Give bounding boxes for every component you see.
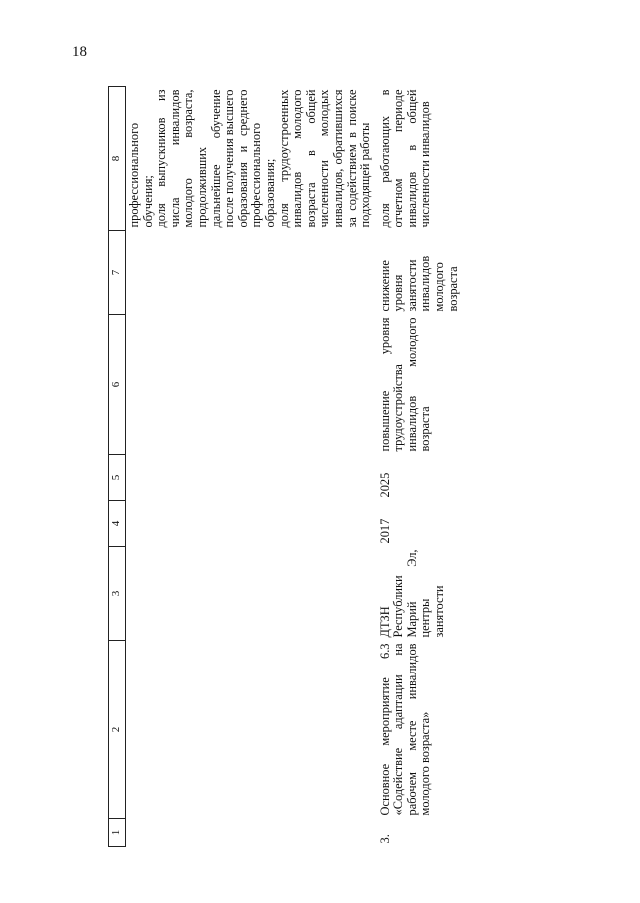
- executor-cell: ДТЗН Республики Марий Эл, центры занятости: [377, 549, 447, 638]
- page-number: 18: [72, 44, 87, 60]
- header-col-5: 5: [109, 455, 126, 501]
- start-year-cell: 2017: [377, 518, 392, 544]
- header-col-4: 4: [109, 501, 126, 547]
- consequences-cell: снижение уровня занятости инвалидов молодого возраста: [377, 255, 460, 312]
- indicator-cell: доля работающих в отчетном периоде инвалидов в общей численности инвалидов: [377, 89, 433, 228]
- program-table: [108, 86, 464, 847]
- continued-indicators-cell: [126, 87, 377, 231]
- indicator-text: профессионального обучения;: [127, 122, 155, 228]
- header-col-1: 1: [109, 819, 126, 847]
- header-col-7: 7: [109, 231, 126, 315]
- end-year-cell: 2025: [377, 472, 392, 498]
- indicator-text: доля выпускников из числа инвалидов молодого возраста, продолживших дальнейшее обучение после получения высшего образования и среднего профессионального образования;: [154, 89, 277, 228]
- header-col-8: 8: [109, 87, 126, 231]
- header-col-2: 2: [109, 641, 126, 819]
- header-col-3: 3: [109, 547, 126, 641]
- expected-result-cell: повышение уровня трудоустройства инвалидов молодого возраста: [377, 317, 433, 452]
- activity-cell: Основное мероприятие 6.3 «Содействие адаптации на рабочем месте инвалидов молодого возраста»: [377, 643, 433, 816]
- continued-row: [126, 87, 377, 847]
- indicator-text: доля трудоустроенных инвалидов молодого возраста в общей численности молодых инвалидов, обратившихся за содействием в поиске подходящей работы: [276, 89, 373, 228]
- row-number: 3.: [377, 834, 392, 844]
- table-row: [377, 87, 465, 847]
- header-col-6: 6: [109, 315, 126, 455]
- header-row: [109, 87, 126, 847]
